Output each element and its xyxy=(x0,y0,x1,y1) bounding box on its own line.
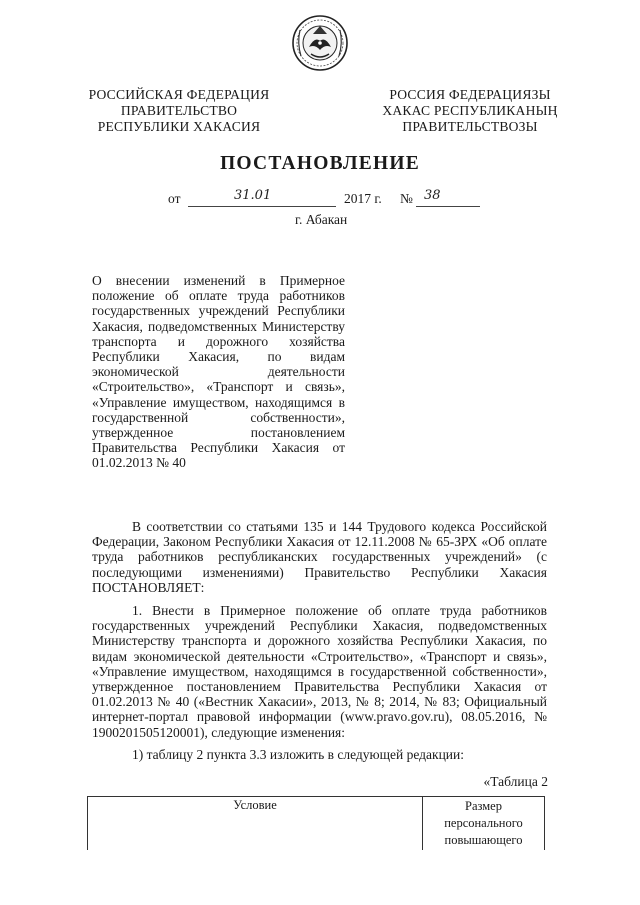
header-right-line: РОССИЯ ФЕДЕРАЦИЯЗЫ xyxy=(389,87,551,102)
document-title: ПОСТАНОВЛЕНИЕ xyxy=(220,153,420,174)
khakassia-coat-of-arms-icon xyxy=(291,14,349,72)
item-1-paragraph: 1. Внести в Примерное положение об оплате труда работников государственных учреждений Республики Хакасия, подведомственных Министерству транспорта и дорожного хозяйства Республики Хакасия, по видам экономической деятельности «Строительство», «Транспорт и связь», «Управление имуществом, находящимся в государственной собственности», утвержденное постановлением Правительства Республики Хакасия от 01.02.2013 № 40 («Вестник Хакасии», 2013, № 8; 2014, № 83; Официальный интернет-портал правовой информации (www.pravo.gov.ru), 08.05.2016, № 1900201505120001), следующие изменения: xyxy=(92,603,547,740)
header-right-line: ПРАВИТЕЛЬСТВОЗЫ xyxy=(402,119,538,134)
conditions-table xyxy=(87,796,545,850)
table-header-row xyxy=(88,797,545,851)
table-header-size xyxy=(423,797,545,851)
header-left-line: ПРАВИТЕЛЬСТВО xyxy=(120,103,238,118)
header-left-block xyxy=(84,87,274,135)
table-header-size-line: повышающего xyxy=(444,833,523,847)
table-header-size-line: Размер xyxy=(465,799,502,813)
date-number-line xyxy=(168,188,488,209)
city-label: г. Абакан xyxy=(295,212,348,227)
table-header-size-line: персонального xyxy=(444,816,523,830)
preamble-paragraph: В соответствии со статьями 135 и 144 Трудового кодекса Российской Федерации, Законом Республики Хакасия от 12.11.2008 № 65-ЗРХ «Об оплате труда работников республиканских государственных учреждений» (с последующими изменениями) Правительство Республики Хакасия ПОСТАНОВЛЯЕТ: xyxy=(92,519,547,595)
table-header-condition: Условие xyxy=(88,797,423,851)
header-right-line: ХАКАС РЕСПУБЛИКАНЫҢ xyxy=(382,103,558,118)
date-underline xyxy=(188,206,336,207)
header-right-block xyxy=(370,87,570,135)
header-left-line: РЕСПУБЛИКИ ХАКАСИЯ xyxy=(97,119,261,134)
sub-item-paragraph: 1) таблицу 2 пункта 3.3 изложить в следующей редакции: xyxy=(132,747,464,762)
document-subject: О внесении изменений в Примерное положение об оплате труда работников государственных учреждений Республики Хакасия, подведомственных Министерству транспорта и дорожного хозяйства Республики Хакасия, по видам экономической деятельности «Строительство», «Транспорт и связь», «Управление имуществом, находящимся в государственной собственности», утвержденное постановлением Правительства Республики Хакасия от 01.02.2013 № 40 xyxy=(92,273,345,471)
number-handwritten: 38 xyxy=(424,188,441,203)
number-underline xyxy=(416,206,480,207)
table-label: «Таблица 2 xyxy=(483,774,548,789)
date-from-label: от xyxy=(168,191,181,206)
header-left-line: РОССИЙСКАЯ ФЕДЕРАЦИЯ xyxy=(88,87,270,102)
number-label: № xyxy=(400,191,413,206)
year-label: 2017 г. xyxy=(344,191,382,206)
date-handwritten: 31.01 xyxy=(234,188,272,203)
